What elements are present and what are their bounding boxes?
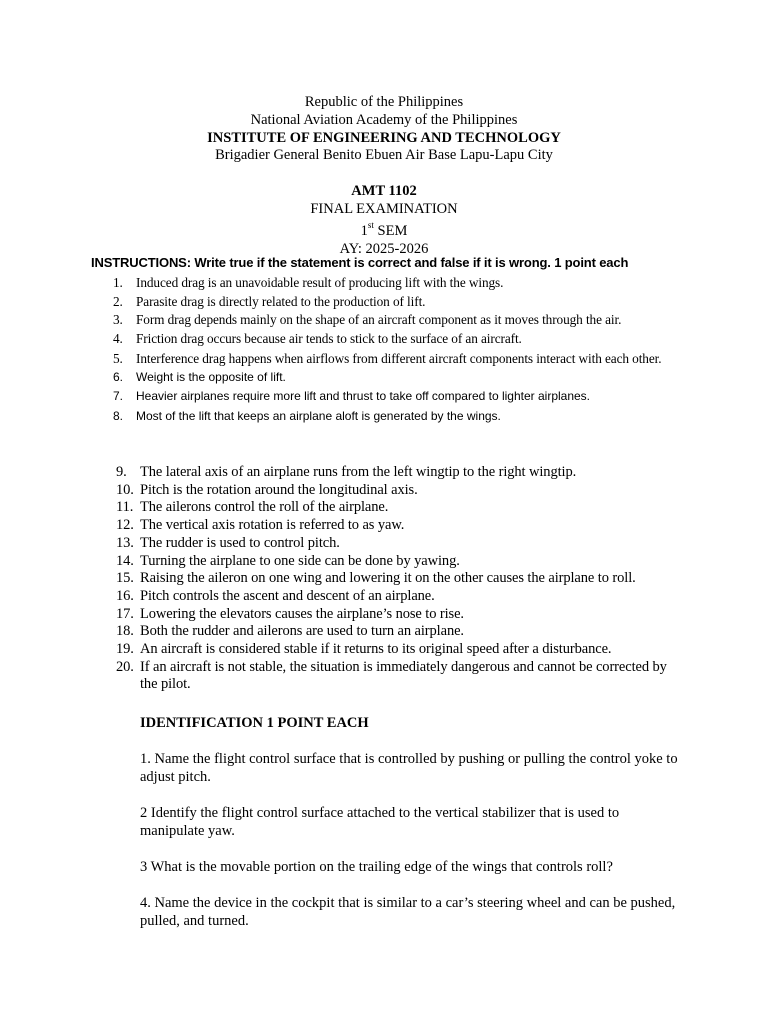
list-item bbox=[116, 659, 676, 694]
item-number: 15. bbox=[116, 570, 134, 587]
school-header bbox=[0, 94, 768, 165]
item-number: 13. bbox=[116, 534, 134, 551]
list-item bbox=[116, 553, 676, 571]
item-text: Interference drag happens when airflows from different aircraft components interact with each other. bbox=[136, 350, 662, 366]
semester-suffix: st bbox=[367, 220, 374, 231]
item-text: Pitch controls the ascent and descent of an airplane. bbox=[140, 587, 435, 604]
item-text: The vertical axis rotation is referred to as yaw. bbox=[140, 517, 405, 534]
item-number: 5. bbox=[113, 350, 123, 366]
true-false-list-part1 bbox=[113, 274, 673, 426]
list-item bbox=[116, 535, 676, 553]
item-number: 19. bbox=[116, 641, 134, 658]
item-number: 20. bbox=[116, 658, 134, 675]
item-text: Pitch is the rotation around the longitudinal axis. bbox=[140, 481, 418, 498]
header-line-republic: Republic of the Philippines bbox=[304, 94, 464, 110]
item-text: The rudder is used to control pitch. bbox=[140, 534, 340, 551]
list-item bbox=[116, 464, 676, 482]
item-number: 6. bbox=[113, 369, 124, 384]
item-number: 12. bbox=[116, 517, 134, 534]
list-item bbox=[113, 330, 673, 349]
item-text: Raising the aileron on one wing and lowering it on the other causes the airplane to roll. bbox=[140, 570, 636, 587]
list-item bbox=[113, 407, 673, 427]
item-number: 14. bbox=[116, 552, 134, 569]
identification-heading: IDENTIFICATION 1 POINT EACH bbox=[140, 715, 369, 731]
list-item bbox=[116, 641, 676, 659]
list-item bbox=[113, 387, 673, 407]
item-text: Induced drag is an unavoidable result of producing lift with the wings. bbox=[136, 275, 504, 290]
item-text: If an aircraft is not stable, the situation is immediately dangerous and cannot be corrected by the pilot. bbox=[140, 658, 667, 693]
item-text: Form drag depends mainly on the shape of an aircraft component as it moves through the air. bbox=[136, 312, 622, 328]
list-item bbox=[116, 570, 676, 588]
item-text: Parasite drag is directly related to the production of lift. bbox=[136, 293, 426, 309]
item-number: 1. bbox=[113, 275, 123, 290]
item-text: Friction drag occurs because air tends to stick to the surface of an aircraft. bbox=[136, 331, 522, 347]
item-text: The lateral axis of an airplane runs from the left wingtip to the right wingtip. bbox=[140, 464, 577, 480]
exam-title: FINAL EXAMINATION bbox=[310, 200, 458, 217]
list-item bbox=[113, 274, 673, 293]
item-text: Weight is the opposite of lift. bbox=[136, 369, 286, 384]
identification-section bbox=[140, 714, 680, 948]
list-item bbox=[113, 293, 673, 312]
item-text: Lowering the elevators causes the airplane’s nose to rise. bbox=[140, 605, 464, 622]
identification-question: 2 Identify the flight control surface attached to the vertical stabilizer that is used to manipulate yaw. bbox=[140, 805, 620, 839]
header-line-address: Brigadier General Benito Ebuen Air Base Lapu-Lapu City bbox=[215, 147, 553, 164]
item-number: 2. bbox=[113, 293, 123, 309]
item-text: Both the rudder and ailerons are used to turn an airplane. bbox=[140, 623, 464, 640]
list-item bbox=[116, 588, 676, 606]
item-number: 4. bbox=[113, 331, 123, 347]
item-text: Most of the lift that keeps an airplane aloft is generated by the wings. bbox=[136, 408, 501, 423]
item-text: The ailerons control the roll of the airplane. bbox=[140, 499, 389, 516]
header-line-institute: INSTITUTE OF ENGINEERING AND TECHNOLOGY bbox=[207, 129, 561, 146]
item-number: 16. bbox=[116, 587, 134, 604]
list-item bbox=[113, 311, 673, 330]
item-number: 9. bbox=[116, 464, 127, 480]
list-item bbox=[116, 482, 676, 500]
item-number: 17. bbox=[116, 605, 134, 622]
instructions: INSTRUCTIONS: Write true if the statement is correct and false if it is wrong. 1 point each bbox=[91, 255, 629, 270]
list-item bbox=[116, 517, 676, 535]
identification-question: 1. Name the flight control surface that is controlled by pushing or pulling the control yoke to adjust pitch. bbox=[140, 751, 678, 785]
item-number: 11. bbox=[116, 499, 134, 516]
item-number: 18. bbox=[116, 623, 134, 640]
true-false-list-part2 bbox=[116, 464, 676, 694]
semester bbox=[0, 218, 768, 240]
course-block bbox=[0, 183, 768, 258]
item-number: 10. bbox=[116, 481, 134, 498]
list-item bbox=[116, 606, 676, 624]
item-number: 7. bbox=[113, 389, 124, 404]
item-number: 3. bbox=[113, 312, 123, 328]
semester-label: SEM bbox=[377, 223, 408, 240]
item-text: Heavier airplanes require more lift and thrust to take off compared to lighter airplanes. bbox=[136, 389, 591, 404]
item-number: 8. bbox=[113, 408, 124, 423]
header-line-academy: National Aviation Academy of the Philippines bbox=[250, 111, 518, 128]
academic-year: AY: 2025-2026 bbox=[339, 240, 429, 257]
list-item bbox=[113, 368, 673, 388]
course-code: AMT 1102 bbox=[351, 183, 417, 199]
list-item bbox=[116, 623, 676, 641]
list-item bbox=[116, 499, 676, 517]
identification-question: 3 What is the movable portion on the trailing edge of the wings that controls roll? bbox=[140, 859, 613, 875]
item-text: Turning the airplane to one side can be done by yawing. bbox=[140, 552, 460, 569]
semester-number: 1 bbox=[360, 223, 368, 240]
identification-question: 4. Name the device in the cockpit that is similar to a car’s steering wheel and can be pushed, pulled, and turned. bbox=[140, 895, 676, 929]
list-item bbox=[113, 349, 673, 368]
item-text: An aircraft is considered stable if it returns to its original speed after a disturbance. bbox=[140, 641, 612, 658]
